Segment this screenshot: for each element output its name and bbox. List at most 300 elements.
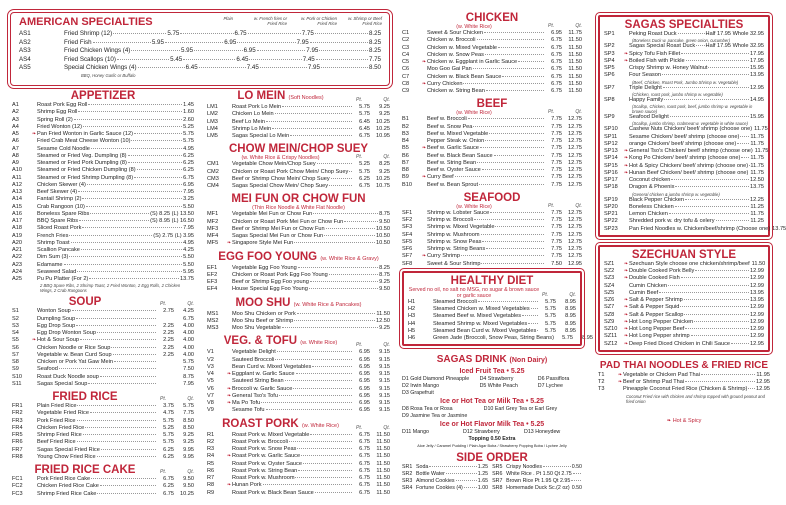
dot-leader xyxy=(684,314,749,315)
pt-qt-header xyxy=(356,342,390,348)
dot-leader xyxy=(76,318,156,319)
dot-leader xyxy=(681,277,749,278)
price-quart: 12.75 xyxy=(568,123,582,130)
menu-item xyxy=(207,161,390,168)
price-pint: 7.75 xyxy=(551,116,562,123)
section-title xyxy=(207,251,390,265)
menu-item xyxy=(12,117,194,124)
price-pint: 7.75 xyxy=(551,138,562,144)
price-quart: 7.75 xyxy=(183,410,194,417)
drink-item: D4 Strawberry xyxy=(479,376,514,383)
item-name: Shrimp w. Lobster Sauce xyxy=(427,209,490,216)
item-name: Chicken Lo Mein xyxy=(232,111,274,118)
side-order-list xyxy=(402,464,582,492)
price-pint: 7.75 xyxy=(551,238,562,245)
item-name: Sagas Special Mei Fun or Chow Fun xyxy=(232,233,324,239)
item-name: Chicken Fried Rice Cake xyxy=(37,483,99,490)
dot-leader xyxy=(101,449,156,450)
price-pint: 2.75 xyxy=(163,308,174,315)
dot-leader xyxy=(89,278,179,279)
dot-leader xyxy=(285,380,352,381)
item-name: Beef w. Garlic Sauce xyxy=(427,145,479,152)
item-code: A19 xyxy=(12,232,22,239)
item-code: A18 xyxy=(12,225,22,232)
price-quart: 11.50 xyxy=(376,446,390,452)
item-name: Dragon & Phoenix xyxy=(629,184,675,191)
menu-section xyxy=(207,418,390,497)
price-pint: 6.95 xyxy=(359,378,370,385)
dot-leader xyxy=(662,74,749,75)
dot-leader xyxy=(199,67,246,68)
price-pint: 6.75 xyxy=(551,66,562,73)
item-code: A8 xyxy=(12,152,19,159)
dot-leader xyxy=(72,310,156,311)
price-pint: 6.25 xyxy=(359,175,370,182)
price: Half 17.95 Whole 32.95 xyxy=(705,43,764,50)
price: 15.95 xyxy=(750,65,764,71)
dot-leader xyxy=(680,306,749,307)
price-pint: 6.95 xyxy=(359,363,370,370)
menu-item xyxy=(12,153,194,160)
menu-item xyxy=(207,400,390,407)
item-name: Triple Delight xyxy=(629,84,662,91)
item-code: H4 xyxy=(408,320,416,327)
item-name: Vegetable or Chicken Pad Thai xyxy=(623,371,701,378)
price: 6.95 xyxy=(183,181,194,188)
price-pint: 2.25 xyxy=(163,322,174,329)
menu-item xyxy=(12,167,194,174)
item-name: Beef w. String Bean xyxy=(427,159,477,166)
item-name: Shrimp Egg Roll xyxy=(37,109,78,116)
dot-leader xyxy=(134,177,182,178)
menu-item xyxy=(207,364,390,371)
price-quart: 9.25 xyxy=(183,432,194,438)
price-quart: 7.50 xyxy=(183,366,194,373)
price-quart: 10.25 xyxy=(180,490,194,497)
dot-leader xyxy=(293,388,352,389)
menu-item xyxy=(207,475,390,482)
menu-section xyxy=(207,297,390,333)
price-pint: 6.75 xyxy=(359,453,370,460)
menu-item xyxy=(12,138,194,145)
item-code: B9 xyxy=(402,174,409,181)
menu-item xyxy=(12,146,194,153)
dot-leader xyxy=(331,178,352,179)
price-pint: 5.75 xyxy=(545,306,556,312)
menu-item xyxy=(402,153,582,160)
item-code: SP11 xyxy=(604,133,618,140)
item-name: Szechuan Style choose one chicken/shrimp/beef xyxy=(629,260,750,267)
dot-leader xyxy=(477,162,544,163)
pt-qt-header xyxy=(548,23,582,29)
item-name: Chicken Fried Rice xyxy=(37,424,85,431)
menu-section xyxy=(12,296,194,388)
menu-item xyxy=(408,299,576,306)
dot-leader xyxy=(669,213,750,214)
dot-leader xyxy=(282,327,378,328)
dot-leader xyxy=(716,220,750,221)
menu-item xyxy=(402,232,582,239)
price-quart: 6.75 xyxy=(183,315,194,322)
item-name: Hunan Beef Chicken/ beef/ shrimp (choose one) xyxy=(629,169,749,176)
section-title-text: FRIED RICE xyxy=(52,391,118,403)
menu-item xyxy=(604,225,786,233)
section-title xyxy=(207,418,390,432)
menu-item xyxy=(207,286,390,293)
price-pint: 6.95 xyxy=(359,371,370,377)
item-name: Almond Cookies xyxy=(416,477,455,484)
price-quart: 12.75 xyxy=(568,238,582,245)
item-code: LM4 xyxy=(207,125,218,132)
menu-item xyxy=(402,59,582,66)
item-code: B3 xyxy=(402,130,409,137)
price-quart: 9.50 xyxy=(183,476,194,482)
item-name: Pepper Steak w. Onion xyxy=(427,138,485,144)
menu-item xyxy=(604,155,764,162)
menu-item xyxy=(402,182,582,189)
price-quart: 12.75 xyxy=(568,253,582,260)
menu-item xyxy=(12,330,194,337)
item-code: SP20 xyxy=(604,203,618,210)
menu-section xyxy=(598,15,786,237)
menu-column-4 xyxy=(598,12,786,425)
section-subtitle: (Non Dairy) xyxy=(509,357,548,365)
hot-spicy-icon: ❧ xyxy=(227,240,232,247)
price-quart: 11.50 xyxy=(568,51,582,58)
menu-item xyxy=(12,432,194,439)
dot-leader xyxy=(131,140,182,141)
item-code: FR6 xyxy=(12,439,23,446)
menu-item xyxy=(492,485,582,492)
item-name: Pineapple Coconut Fried Rice (Chicken & Shrimp) xyxy=(623,386,748,393)
menu-item xyxy=(604,211,764,218)
menu-section xyxy=(12,464,194,498)
menu-section xyxy=(207,335,390,414)
dot-leader xyxy=(83,434,156,435)
menu-item xyxy=(207,468,390,475)
item-name: Chicken w. Mixed Vegetable xyxy=(427,44,497,51)
price-pint: 5.75 xyxy=(359,104,370,110)
price-pint: 2.25 xyxy=(163,351,174,358)
menu-item xyxy=(12,491,194,498)
price-pint: 6.75 xyxy=(359,489,370,496)
item-name: Chicken or Roast Pork Mei Fun or Chow Fun xyxy=(232,218,344,225)
item-name: Scallion Pancake xyxy=(37,247,80,253)
item-code: SR2 xyxy=(402,470,413,477)
hot-spicy-icon: ❧ xyxy=(624,169,629,176)
section-title-text: PAD THAI NOODLES & FRIED RICE xyxy=(599,359,769,371)
section-title: AMERICAN SPECIALTIES xyxy=(19,16,153,28)
menu-item xyxy=(207,482,390,489)
section-title xyxy=(604,249,764,261)
dot-leader xyxy=(486,90,544,91)
item-code: EF4 xyxy=(207,286,218,293)
item-name: Steamed Beef w. Mixed Vegetables xyxy=(433,313,521,320)
item-name: Pork Fried Rice Cake xyxy=(37,476,91,482)
item-code: SR6 xyxy=(492,470,503,477)
dot-leader xyxy=(90,213,149,214)
section-title-text: HEALTHY DIET xyxy=(450,274,534,287)
menu-item xyxy=(207,311,390,318)
dot-leader xyxy=(502,76,544,77)
price: 5.95 xyxy=(180,47,194,55)
price-pint: 5.75 xyxy=(163,439,174,446)
dot-leader xyxy=(111,347,156,348)
menu-item xyxy=(604,283,764,290)
item-name: Beef Skewer (4) xyxy=(37,189,78,195)
qt-label: Qt. xyxy=(575,109,582,116)
dot-leader xyxy=(349,171,352,172)
item-name: Beef w. Snow Pea xyxy=(427,123,473,130)
item-code: SP23 xyxy=(604,225,618,232)
menu-item xyxy=(402,131,582,138)
price-pint: 7.75 xyxy=(551,224,562,231)
dot-leader xyxy=(290,135,352,136)
topping-list: Aloe Jelly / Caramel Pudding / Plain Agar Boba / Strawberry Popping Boba / Lychee Jelly xyxy=(417,443,567,448)
menu-item xyxy=(207,407,390,414)
dot-leader xyxy=(685,381,755,382)
dot-leader xyxy=(522,315,538,316)
price-quart: 9.15 xyxy=(379,349,390,356)
price: 1.00 xyxy=(477,484,489,491)
item-name: General Tso's Tofu xyxy=(232,392,278,399)
dot-leader xyxy=(79,220,149,221)
dot-leader xyxy=(675,186,749,187)
item-name: Shrimp Lo Mein xyxy=(232,125,272,132)
price: 5.75 xyxy=(183,131,194,137)
section-subtitle: (w. White Rice & Gravy) xyxy=(320,255,379,262)
item-code: A15 xyxy=(12,203,22,210)
item-code: SR8 xyxy=(492,484,503,491)
menu-item xyxy=(402,464,488,471)
dot-leader xyxy=(329,185,352,186)
dot-leader xyxy=(289,441,352,442)
dot-leader xyxy=(282,106,352,107)
dot-leader xyxy=(301,455,352,456)
menu-item xyxy=(598,379,770,386)
price: 4.95 xyxy=(183,239,194,246)
price-pint: 6.75 xyxy=(551,80,562,87)
dot-leader xyxy=(495,226,544,227)
menu-item xyxy=(12,175,194,182)
price-quart: 5.75 xyxy=(183,359,194,365)
price: 13.95 xyxy=(750,289,764,296)
price-pint: 5.75 xyxy=(163,432,174,438)
menu-item xyxy=(12,196,194,203)
menu-item xyxy=(402,88,582,95)
price-pint: 6.75 xyxy=(359,183,370,189)
hot-spicy-icon: ❧ xyxy=(624,304,629,311)
price-quart: 11.50 xyxy=(568,80,582,87)
hot-spicy-icon: ❧ xyxy=(422,59,427,65)
price-quart: 5.75 xyxy=(183,403,194,409)
dot-leader xyxy=(74,119,182,120)
dot-leader xyxy=(326,228,375,229)
menu-item xyxy=(402,145,582,152)
drink-item: D3 Grapefruit xyxy=(402,390,434,397)
price-quart: 8.95 xyxy=(582,335,593,341)
price-quart: 4.00 xyxy=(183,337,194,344)
menu-item xyxy=(604,261,764,268)
dot-leader xyxy=(82,198,182,199)
menu-item xyxy=(604,141,764,148)
item-name: Salt & Pepper Squid xyxy=(629,304,680,311)
hot-spicy-icon: ❧ xyxy=(666,417,673,424)
price-quart: 4.00 xyxy=(183,344,194,351)
price-pint: 6.75 xyxy=(359,460,370,467)
item-name: Broccoli w. Garlic Sauce xyxy=(232,385,293,392)
price-quart: 8.95 xyxy=(565,327,576,334)
dot-leader xyxy=(91,148,182,149)
menu-item xyxy=(12,262,194,269)
dot-leader xyxy=(429,466,476,467)
dot-leader xyxy=(78,111,182,112)
price: 12.99 xyxy=(750,318,764,325)
item-name: Hot & Spicy Chicken/ beef/ shrimp (choose one) xyxy=(629,162,749,169)
hot-spicy-icon: ❧ xyxy=(624,148,629,154)
hot-spicy-icon: ❧ xyxy=(422,80,427,87)
item-name: Chicken w. Black Bean Sauce xyxy=(427,73,502,80)
dot-leader xyxy=(137,169,183,170)
menu-item xyxy=(604,268,764,275)
item-code: V1 xyxy=(207,349,214,356)
hot-spicy-icon: ❧ xyxy=(422,174,427,181)
item-code: B5 xyxy=(402,145,409,152)
item-name: Roast Pork w. Snow Peas xyxy=(232,446,297,452)
dot-leader xyxy=(295,477,352,478)
item-code: SF4 xyxy=(402,231,413,238)
price: 17.95 xyxy=(750,57,764,64)
menu-item xyxy=(12,366,194,373)
item-code: C6 xyxy=(402,66,410,73)
dot-leader xyxy=(113,33,166,34)
menu-item xyxy=(207,183,390,190)
item-name: Roast Pork w. Mushroom xyxy=(232,475,295,481)
item-name: Roast Pork w. String Bean xyxy=(232,467,298,474)
item-code: SP1 xyxy=(604,31,615,37)
price: 11.50 xyxy=(376,310,390,317)
dot-leader xyxy=(275,113,352,114)
item-name: Hunan Pork xyxy=(232,482,262,489)
item-name: White Rice . Pt 1.50 Qt 2.75 xyxy=(506,470,572,477)
menu-item xyxy=(12,189,194,196)
price-quart: 12.75 xyxy=(568,231,582,238)
item-name: Vegetable Delight xyxy=(232,349,276,356)
pt-qt-header xyxy=(356,425,390,431)
item-name: Dumpling Soup xyxy=(37,315,76,322)
price-quart: 12.75 xyxy=(568,159,582,166)
menu-item xyxy=(604,297,764,304)
dot-leader xyxy=(485,140,544,141)
price: 17.95 xyxy=(750,50,764,57)
menu-item xyxy=(12,124,194,131)
item-code: AS5 xyxy=(19,64,31,72)
price-pint: 6.75 xyxy=(359,446,370,452)
dot-leader xyxy=(701,374,755,375)
price: 11.95 xyxy=(756,371,770,378)
price-pint: 6.95 xyxy=(359,385,370,392)
section-title xyxy=(207,297,390,311)
price: 12.50 xyxy=(750,177,764,183)
menu-item xyxy=(492,478,582,485)
dot-leader xyxy=(312,366,352,367)
price-pint: 7.75 xyxy=(551,152,562,159)
price-quart: 12.75 xyxy=(568,116,582,123)
price-pint: 6.45 xyxy=(359,118,370,125)
item-code: R1 xyxy=(207,431,215,438)
price-quart: 9.15 xyxy=(379,407,390,414)
item-code: R4 xyxy=(207,453,215,460)
dot-leader xyxy=(277,351,352,352)
item-note: (Scallop, jumbo shrimp, crabmeat w. vegetable in white sauce) xyxy=(632,121,748,127)
item-code: T2 xyxy=(598,379,605,385)
item-code: B1 xyxy=(402,116,409,123)
section-subtitle: (w. White Rice) xyxy=(301,422,339,429)
price: 12.95 xyxy=(756,386,770,393)
item-code: C7 xyxy=(402,73,410,80)
price-pint: 7.75 xyxy=(551,217,562,223)
price: 7.95 xyxy=(183,189,194,195)
menu-item xyxy=(12,254,194,261)
price: 0.50 xyxy=(571,484,582,491)
price-pint: 6.95 xyxy=(359,400,370,406)
price-quart: 11.50 xyxy=(568,59,582,65)
menu-item xyxy=(604,163,764,170)
price-quart: 11.50 xyxy=(376,482,390,489)
menu-section xyxy=(12,90,194,293)
item-name: Fried Shrimp (12) xyxy=(64,30,113,37)
hot-spicy-legend xyxy=(598,418,770,425)
price: 13.75 xyxy=(750,184,764,191)
price: 7.75 xyxy=(301,30,314,37)
price: 13.75 xyxy=(772,225,786,232)
item-code: SZ11 xyxy=(604,333,617,340)
price-pint: 5.25 xyxy=(359,161,370,168)
price: 7.45 xyxy=(302,55,315,63)
dot-leader xyxy=(681,53,749,54)
item-code: SP12 xyxy=(604,140,618,147)
item-code: A13 xyxy=(12,189,22,195)
item-code: SP21 xyxy=(604,211,618,217)
price: 8.25 xyxy=(368,47,381,55)
item-code: SP10 xyxy=(604,126,618,133)
drink-list xyxy=(402,376,582,397)
price: 6.25 xyxy=(183,152,194,159)
hot-spicy-icon: ❧ xyxy=(624,326,629,332)
price: 1.45 xyxy=(183,102,194,108)
price: 15.95 xyxy=(750,114,764,120)
dot-leader xyxy=(257,50,306,51)
item-code: B2 xyxy=(402,123,409,130)
qt-label: Qt. xyxy=(575,202,582,209)
menu-item xyxy=(604,51,764,58)
dot-leader xyxy=(671,179,749,180)
item-code: SZ12 xyxy=(604,340,618,347)
dot-leader xyxy=(678,33,705,34)
price-pint: 6.95 xyxy=(359,407,370,414)
item-note: (Chicken, roast pork, jumbo shrimp w. vegetable) xyxy=(632,91,723,97)
item-name: Chicken w. Snow Peas xyxy=(427,51,484,58)
item-code: LM2 xyxy=(207,111,218,118)
item-name: Ma Po Tofu xyxy=(232,400,261,406)
item-name: Sagas Special Chow Mein/ Chop Suey xyxy=(232,183,329,189)
price: 6.95 xyxy=(243,47,256,55)
section-title xyxy=(604,19,764,31)
dot-leader xyxy=(455,176,544,177)
menu-item xyxy=(207,461,390,468)
item-code: S2 xyxy=(12,315,19,322)
item-code: SR1 xyxy=(402,463,413,470)
